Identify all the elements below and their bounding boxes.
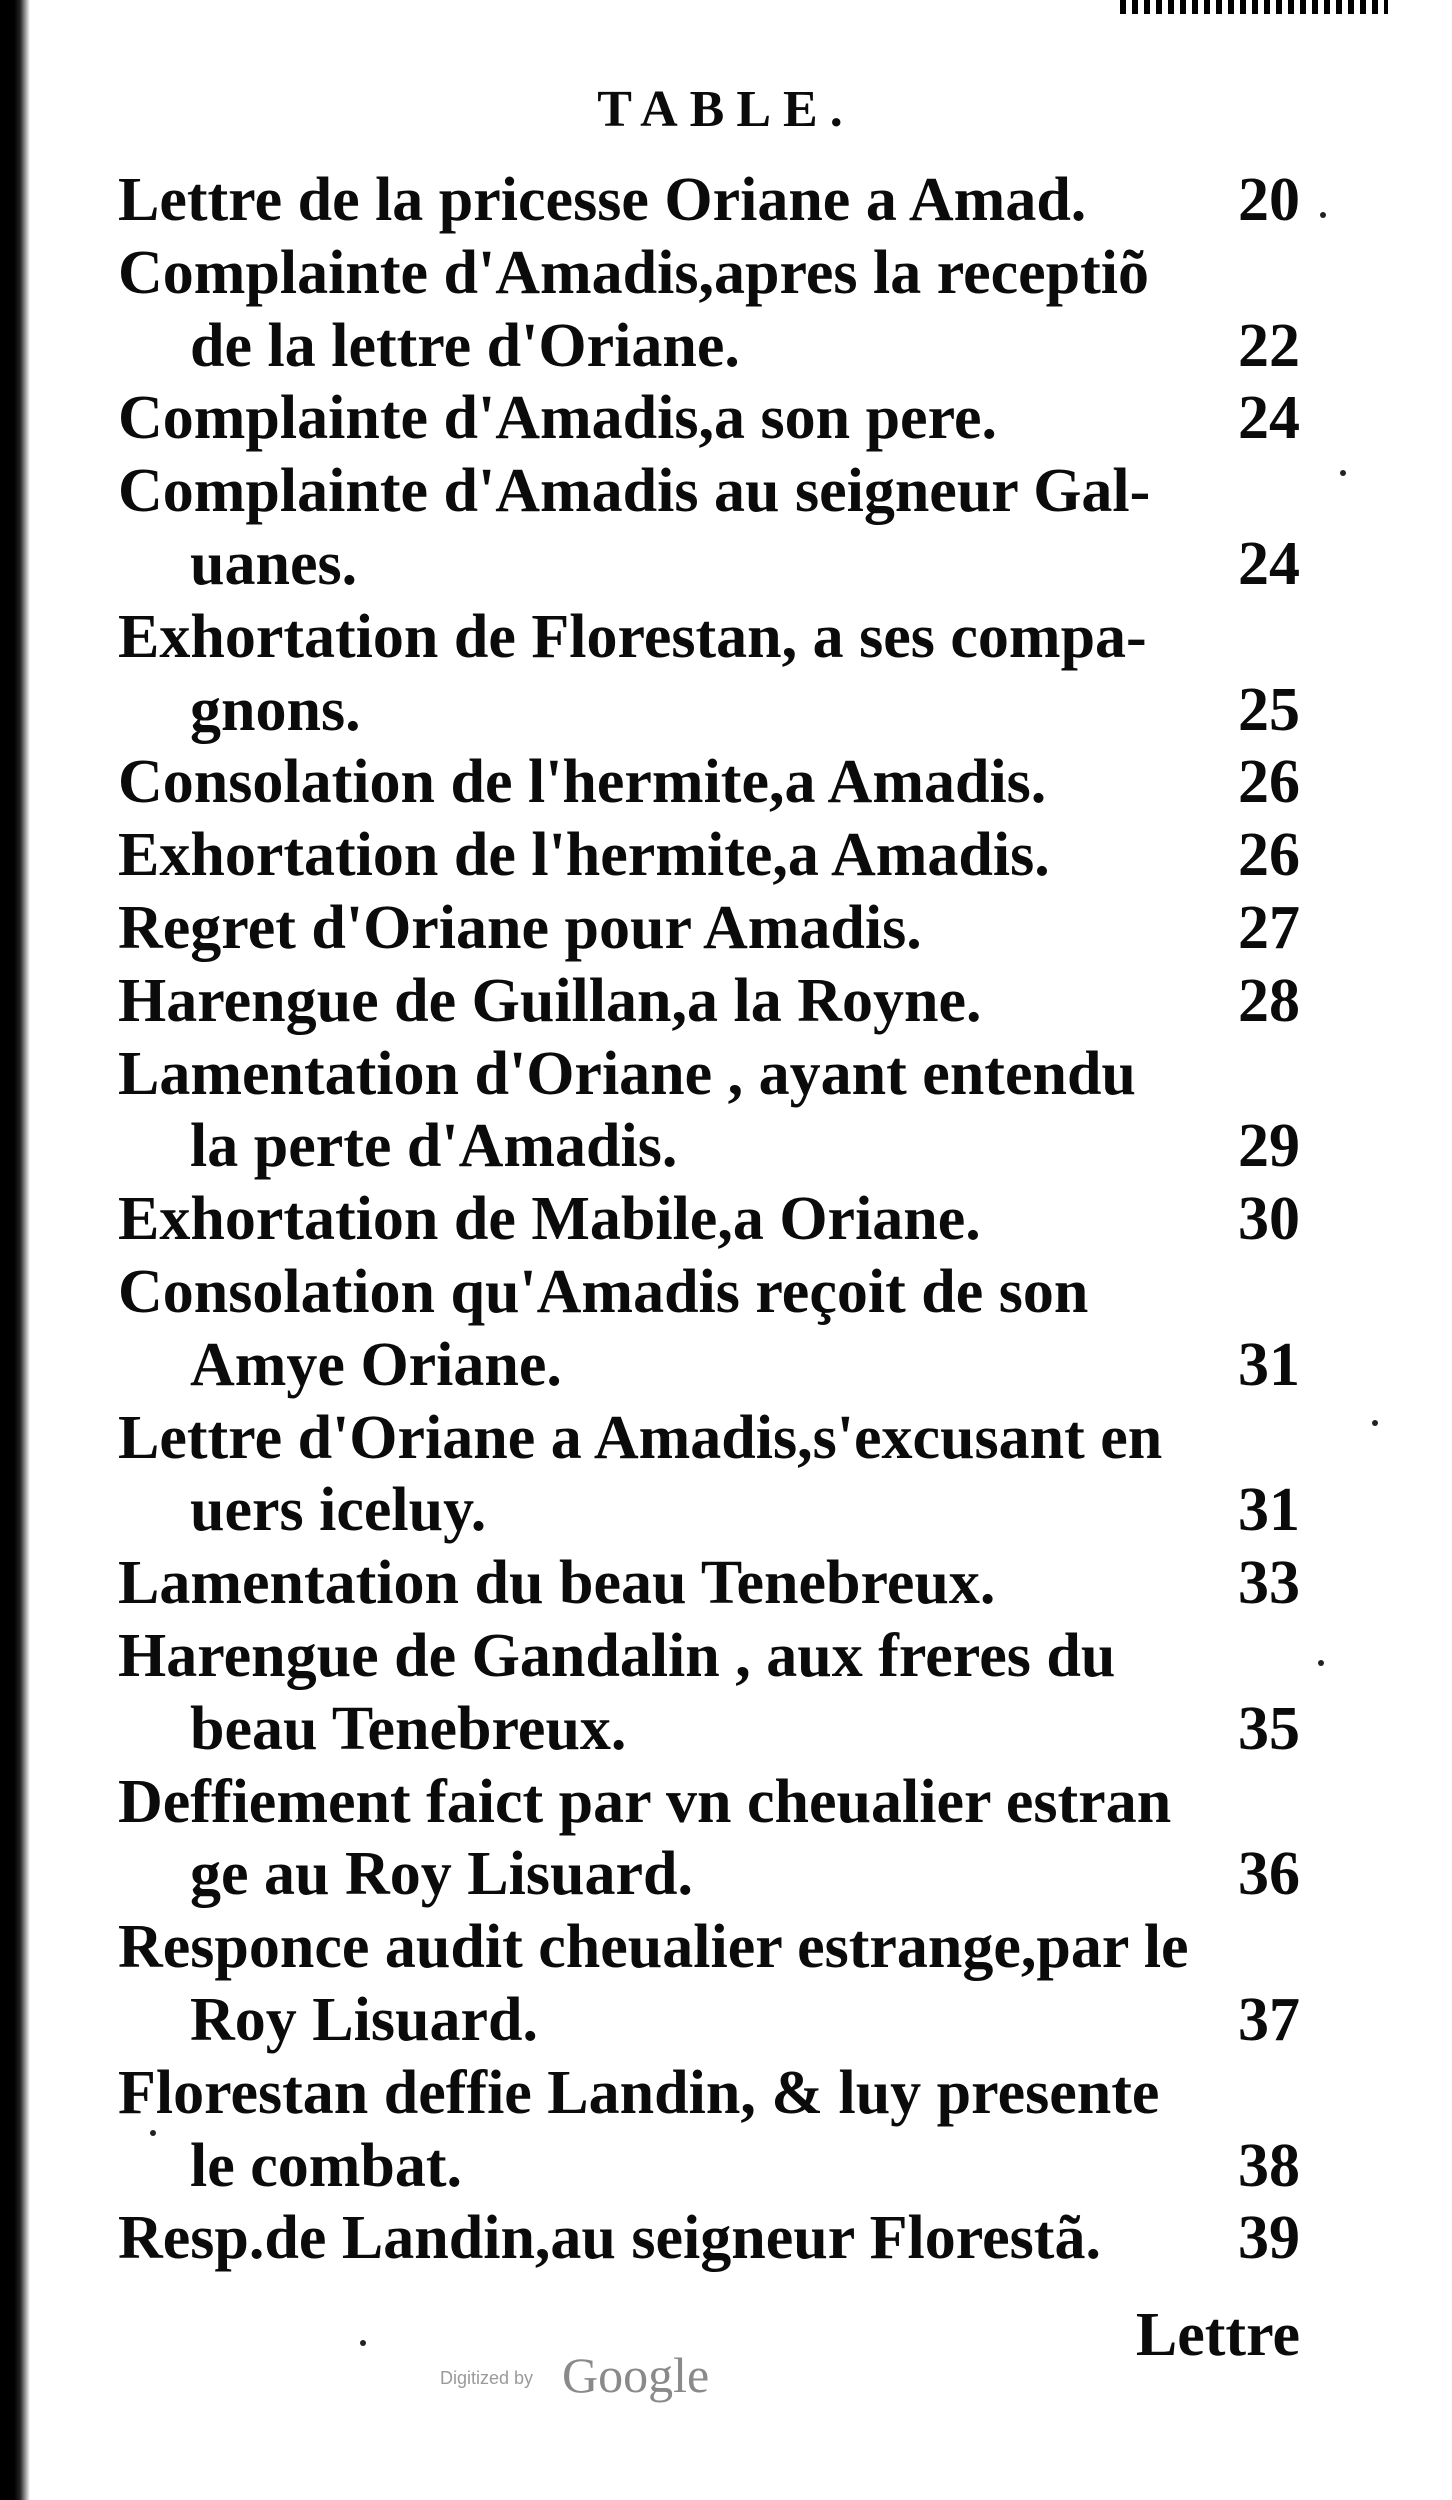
ink-speck bbox=[1340, 470, 1346, 476]
toc-entry bbox=[0, 2057, 1452, 2129]
toc-entry-title: Complainte d'Amadis,a son pere. bbox=[118, 384, 997, 453]
toc-entry-title: Consolation de l'hermite,a Amadis. bbox=[118, 748, 1047, 817]
page-title: TABLE. bbox=[597, 81, 855, 138]
toc-entry-title: gnons. bbox=[190, 675, 361, 744]
toc-entry-page-number: 22 bbox=[1238, 311, 1300, 380]
toc-entry-page-number: 24 bbox=[1238, 384, 1300, 453]
toc-entry-title: Regret d'Oriane pour Amadis. bbox=[118, 894, 922, 962]
toc-entry bbox=[0, 164, 1452, 236]
toc-entry-title: Consolation qu'Amadis reçoit de son bbox=[118, 1258, 1089, 1326]
digitized-label: Digitized by bbox=[440, 2368, 534, 2388]
toc-entry bbox=[0, 1110, 1452, 1182]
toc-entry-title: Complainte d'Amadis,apres la receptiõ bbox=[118, 238, 1150, 307]
toc-entry bbox=[0, 965, 1452, 1037]
toc-entry bbox=[0, 1984, 1452, 2056]
toc-entry-page-number: 25 bbox=[1238, 675, 1300, 744]
toc-entry-page-number: 27 bbox=[1238, 894, 1300, 962]
toc-entry bbox=[0, 1766, 1452, 1838]
toc-entry bbox=[0, 1256, 1452, 1328]
toc-entry bbox=[0, 310, 1452, 382]
toc-entry-page-number: 28 bbox=[1238, 966, 1300, 1035]
toc-entry-page-number: 36 bbox=[1238, 1840, 1300, 1909]
toc-entry-page-number: 31 bbox=[1238, 1330, 1300, 1399]
ink-speck bbox=[150, 2130, 156, 2136]
toc-entry bbox=[0, 1329, 1452, 1401]
toc-entry bbox=[0, 1038, 1452, 1110]
toc-entry-title: Responce audit cheualier estrange,par le bbox=[118, 1913, 1189, 1982]
toc-entry-title: de la lettre d'Oriane. bbox=[190, 311, 740, 380]
google-logo: Google bbox=[562, 2347, 710, 2403]
toc-entry-title: beau Tenebreux. bbox=[190, 1694, 627, 1763]
toc-entry-page-number: 33 bbox=[1238, 1549, 1300, 1618]
toc-entry bbox=[0, 674, 1452, 746]
toc-entry bbox=[0, 601, 1452, 673]
toc-entry-title: Lamentation d'Oriane , ayant entendu bbox=[118, 1039, 1136, 1108]
toc-entry-page-number: 20 bbox=[1238, 166, 1300, 234]
toc-entry-page-number: 35 bbox=[1238, 1694, 1300, 1763]
toc-entry-title: Resp.de Landin,au seigneur Florestã. bbox=[118, 2204, 1101, 2273]
toc-entry-title: Lamentation du beau Tenebreux. bbox=[118, 1549, 996, 1618]
toc-entry bbox=[0, 2202, 1452, 2274]
toc-entry-title: Harengue de Guillan,a la Royne. bbox=[118, 966, 982, 1035]
toc-entry-title: Exhortation de Florestan, a ses compa- bbox=[118, 602, 1147, 671]
toc-entry-title: Deffiement faict par vn cheualier estran bbox=[118, 1767, 1172, 1836]
toc-entry bbox=[0, 1838, 1452, 1910]
toc-entry-page-number: 29 bbox=[1238, 1112, 1300, 1181]
toc-entry-title: Florestan deffie Landin, & luy presente bbox=[118, 2058, 1160, 2127]
toc-entry bbox=[0, 1183, 1452, 1255]
toc-entry-title: Amye Oriane. bbox=[190, 1330, 562, 1399]
toc-entry-title: Exhortation de l'hermite,a Amadis. bbox=[118, 821, 1050, 890]
toc-entry bbox=[0, 382, 1452, 454]
ink-speck bbox=[1320, 212, 1326, 218]
ink-speck bbox=[1318, 1660, 1324, 1666]
toc-entry-page-number: 24 bbox=[1238, 530, 1300, 598]
toc-entry bbox=[0, 1693, 1452, 1765]
toc-entry-page-number: 37 bbox=[1238, 1986, 1300, 2054]
toc-entry-title: uanes. bbox=[190, 530, 358, 598]
toc-entry-page-number: 39 bbox=[1238, 2204, 1300, 2273]
toc-entry bbox=[0, 819, 1452, 891]
toc-entry bbox=[0, 1547, 1452, 1619]
toc-entry-page-number: 26 bbox=[1238, 748, 1300, 817]
toc-entry-page-number: 30 bbox=[1238, 1185, 1300, 1254]
toc-entry-page-number: 38 bbox=[1238, 2131, 1300, 2200]
toc-entry bbox=[0, 892, 1452, 964]
toc-entry-title: uers iceluy. bbox=[190, 1476, 487, 1545]
toc-entry bbox=[0, 528, 1452, 600]
ink-speck bbox=[1372, 1420, 1378, 1426]
toc-entry bbox=[0, 746, 1452, 818]
toc-entry bbox=[0, 1911, 1452, 1983]
toc-entry bbox=[0, 2130, 1452, 2202]
toc-entry-title: le combat. bbox=[190, 2131, 463, 2200]
toc-entry-title: la perte d'Amadis. bbox=[190, 1112, 678, 1181]
toc-entry-title: Roy Lisuard. bbox=[190, 1986, 538, 2054]
toc-entry-page-number: 31 bbox=[1238, 1476, 1300, 1545]
ink-speck bbox=[360, 2340, 366, 2346]
toc-entry bbox=[0, 1620, 1452, 1692]
toc-entry-title: Lettre de la pricesse Oriane a Amad. bbox=[118, 166, 1087, 234]
catchword: Lettre bbox=[1135, 2301, 1300, 2369]
toc-entry-title: ge au Roy Lisuard. bbox=[190, 1840, 693, 1909]
toc-entry bbox=[0, 455, 1452, 527]
toc-entry-title: Exhortation de Mabile,a Oriane. bbox=[118, 1185, 981, 1254]
toc-entry bbox=[0, 237, 1452, 309]
toc-entry bbox=[0, 1402, 1452, 1474]
toc-entry-title: Lettre d'Oriane a Amadis,s'excusant en bbox=[118, 1403, 1163, 1472]
toc-entry-page-number: 26 bbox=[1238, 821, 1300, 890]
toc-entry bbox=[0, 1474, 1452, 1546]
toc-entry-title: Harengue de Gandalin , aux freres du bbox=[118, 1622, 1116, 1690]
toc-entry-title: Complainte d'Amadis au seigneur Gal- bbox=[118, 457, 1151, 526]
